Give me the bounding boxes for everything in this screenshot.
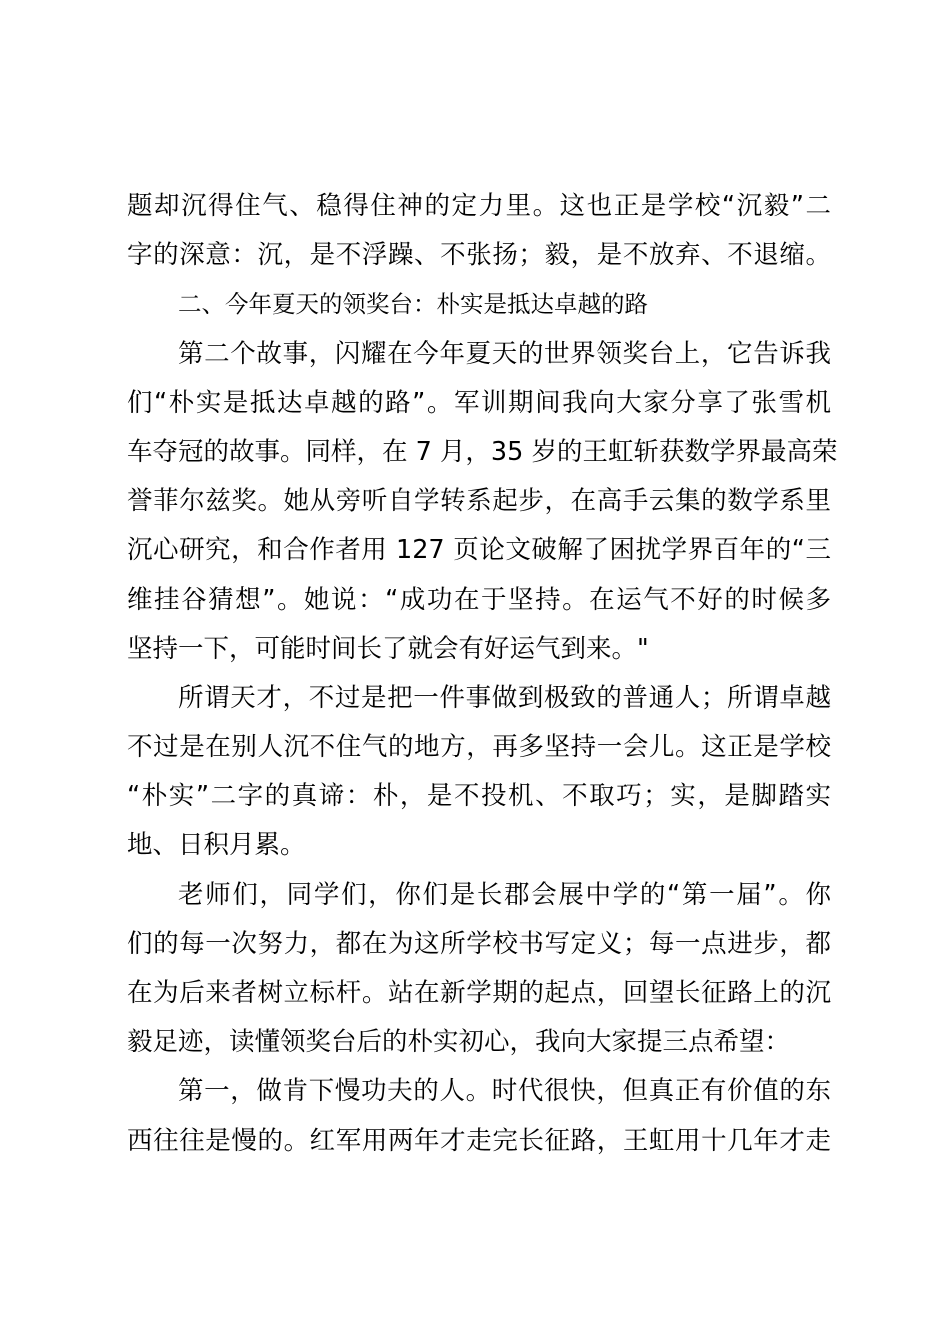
- text-line: 誉菲尔兹奖。她从旁听自学转系起步，在高手云集的数学系里: [127, 486, 831, 517]
- text-line: 车夺冠的故事。同样，在 7 月，35 岁的王虹斩获数学界最高荣: [127, 436, 838, 467]
- section-heading: 二、今年夏天的领奖台：朴实是抵达卓越的路: [178, 290, 648, 319]
- text-line: 坚持一下，可能时间长了就会有好运气到来。": [127, 633, 649, 664]
- text-line: 老师们，同学们，你们是长郡会展中学的“第一届”。你: [178, 879, 831, 910]
- text-line: 沉心研究，和合作者用 127 页论文破解了困扰学界百年的“三: [127, 535, 831, 566]
- text-line: 字的深意：沉，是不浮躁、不张扬；毅，是不放弃、不退缩。: [127, 240, 831, 271]
- text-line: 们“朴实是抵达卓越的路”。军训期间我向大家分享了张雪机: [127, 387, 831, 418]
- text-line: 维挂谷猜想”。她说：“成功在于坚持。在运气不好的时候多: [127, 584, 831, 615]
- text-line: 毅足迹，读懂领奖台后的朴实初心，我向大家提三点希望：: [127, 1027, 791, 1058]
- text-line: 在为后来者树立标杆。站在新学期的起点，回望长征路上的沉: [127, 978, 831, 1008]
- text-line: 第二个故事，闪耀在今年夏天的世界领奖台上，它告诉我: [178, 338, 831, 369]
- text-line: “朴实”二字的真谛：朴，是不投机、不取巧；实，是脚踏实: [127, 781, 831, 812]
- text-line: 们的每一次努力，都在为这所学校书写定义；每一点进步，都: [127, 928, 831, 959]
- text-line: 第一，做肯下慢功夫的人。时代很快，但真正有价值的东: [178, 1076, 831, 1107]
- text-line: 地、日积月累。: [127, 830, 306, 861]
- text-line: 题却沉得住气、稳得住神的定力里。这也正是学校“沉毅”二: [127, 191, 831, 221]
- text-line: 西往往是慢的。红军用两年才走完长征路，王虹用十几年才走: [127, 1125, 831, 1156]
- body-text: [127, 182, 838, 1166]
- text-line: 不过是在别人沉不住气的地方，再多坚持一会儿。这正是学校: [127, 732, 831, 763]
- text-line: 所谓天才，不过是把一件事做到极致的普通人；所谓卓越: [178, 682, 831, 713]
